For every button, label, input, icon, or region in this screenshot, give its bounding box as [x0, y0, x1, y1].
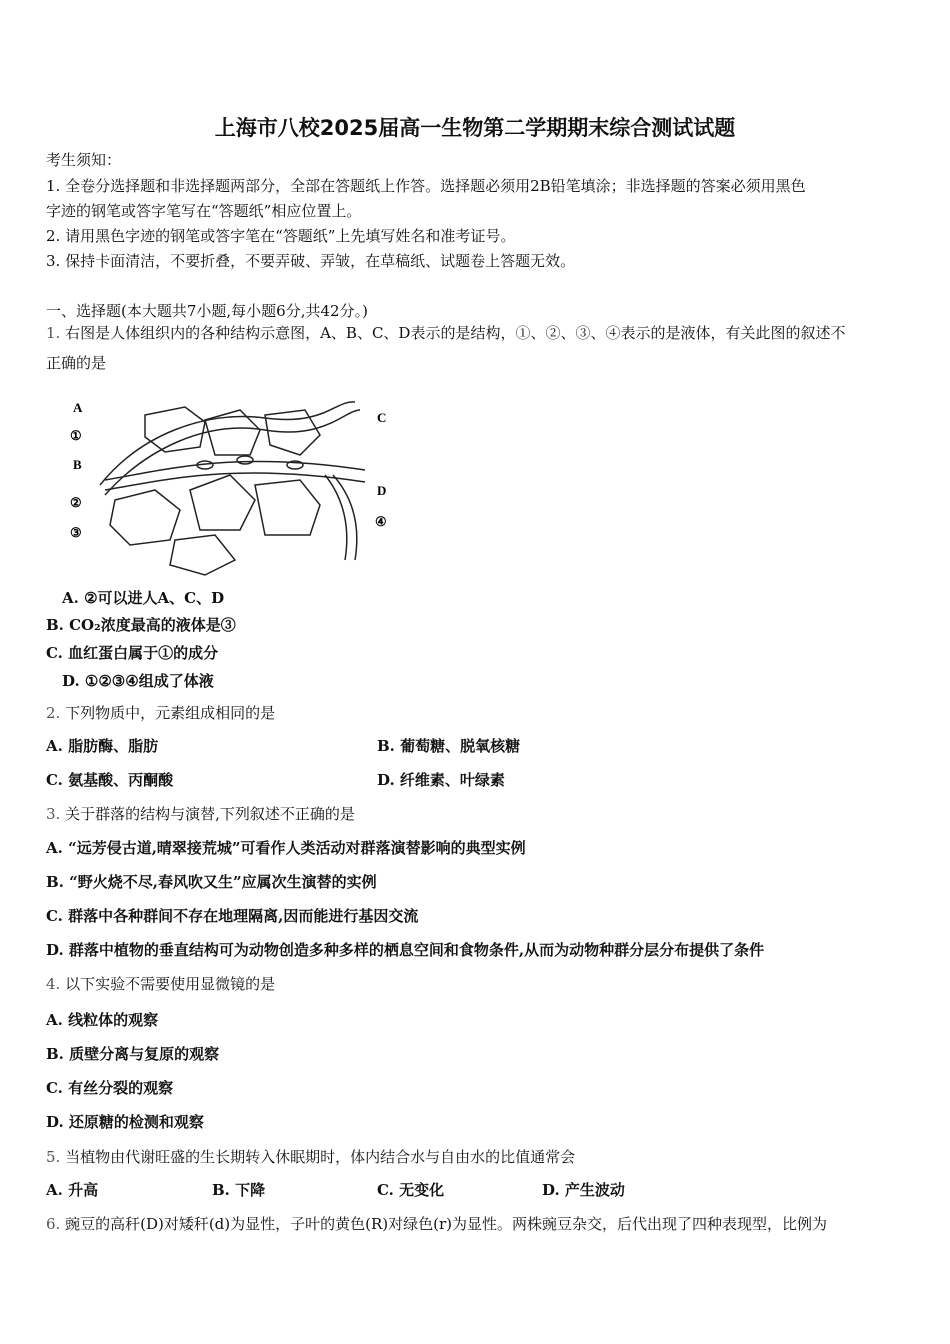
question-text: 下列物质中，元素组成相同的是 — [65, 704, 276, 722]
option: C. 有丝分裂的观察 — [46, 1079, 174, 1097]
diagram-label: ④ — [375, 514, 387, 529]
option: A. 线粒体的观察 — [46, 1011, 159, 1029]
option: D. 纤维素、叶绿素 — [377, 771, 505, 789]
question-number: 2. — [46, 704, 61, 722]
diagram-label: ② — [70, 495, 82, 510]
question-3 — [46, 804, 355, 824]
question-number: 3. — [46, 805, 61, 823]
option: B. “野火烧不尽,春风吹又生”应属次生演替的实例 — [46, 873, 377, 891]
question-1 — [46, 323, 845, 343]
notice-line: 3. 保持卡面清洁，不要折叠，不要弄破、弄皱，在草稿纸、试题卷上答题无效。 — [46, 252, 576, 270]
question-number: 5. — [46, 1148, 61, 1166]
option: D. ①②③④组成了体液 — [62, 672, 214, 690]
question-text: 当植物由代谢旺盛的生长期转入休眠期时，体内结合水与自由水的比值通常会 — [65, 1148, 576, 1166]
option: A. 脂肪酶、脂肪 — [46, 737, 159, 755]
option: B. 质壁分离与复原的观察 — [46, 1045, 220, 1063]
option: A. ②可以进人A、C、D — [62, 589, 225, 607]
question-text-cont: 正确的是 — [46, 354, 107, 372]
option: D. 产生波动 — [542, 1181, 625, 1199]
diagram-label: D — [377, 483, 387, 498]
option: D. 还原糖的检测和观察 — [46, 1113, 204, 1131]
question-5 — [46, 1147, 575, 1167]
notice-line: 1. 全卷分选择题和非选择题两部分，全部在答题纸上作答。选择题必须用2B铅笔填涂；非选择题的答案必须用黑色 — [46, 177, 806, 195]
notice-line: 字迹的钢笔或答字笔写在“答题纸”相应位置上。 — [46, 202, 362, 220]
option: B. 葡萄糖、脱氧核糖 — [377, 737, 521, 755]
option: D. 群落中植物的垂直结构可为动物创造多种多样的栖息空间和食物条件,从而为动物种群分层分布提供了条件 — [46, 941, 765, 959]
option: B. 下降 — [212, 1181, 266, 1199]
question-text: 豌豆的高秆(D)对矮秆(d)为显性，子叶的黄色(R)对绿色(r)为显性。两株豌豆杂交，后代出现了四种表现型，比例为 — [65, 1215, 828, 1233]
question-text: 以下实验不需要使用显微镜的是 — [65, 975, 276, 993]
option: A. “远芳侵古道,晴翠接荒城”可看作人类活动对群落演替影响的典型实例 — [46, 839, 526, 857]
option: B. CO₂浓度最高的液体是③ — [46, 616, 236, 634]
option: C. 无变化 — [377, 1181, 445, 1199]
notice-heading: 考生须知： — [46, 151, 122, 169]
question-text: 关于群落的结构与演替,下列叙述不正确的是 — [65, 805, 355, 823]
diagram-label: ③ — [70, 525, 82, 540]
option: C. 氨基酸、丙酮酸 — [46, 771, 174, 789]
question-4 — [46, 974, 275, 994]
option: C. 血红蛋白属于①的成分 — [46, 644, 219, 662]
option: A. 升高 — [46, 1181, 99, 1199]
page-title: 上海市八校2025届高一生物第二学期期末综合测试试题 — [214, 116, 736, 140]
question-text: 右图是人体组织内的各种结构示意图，A、B、C、D表示的是结构，①、②、③、④表示的是液体，有关此图的叙述不 — [65, 324, 846, 342]
diagram-label: ① — [70, 428, 82, 443]
question-2 — [46, 703, 275, 723]
question-number: 4. — [46, 975, 61, 993]
option: C. 群落中各种群间不存在地理隔离,因而能进行基因交流 — [46, 907, 419, 925]
diagram-label: C — [377, 410, 387, 425]
diagram-label: B — [73, 457, 82, 472]
question-6 — [46, 1214, 827, 1234]
question-number: 1. — [46, 324, 61, 342]
notice-line: 2. 请用黑色字迹的钢笔或答字笔在“答题纸”上先填写姓名和准考证号。 — [46, 227, 516, 245]
tissue-diagram — [65, 390, 395, 580]
section-heading: 一、选择题(本大题共7小题,每小题6分,共42分。) — [46, 302, 368, 320]
question-number: 6. — [46, 1215, 61, 1233]
diagram-label: A — [73, 400, 83, 415]
